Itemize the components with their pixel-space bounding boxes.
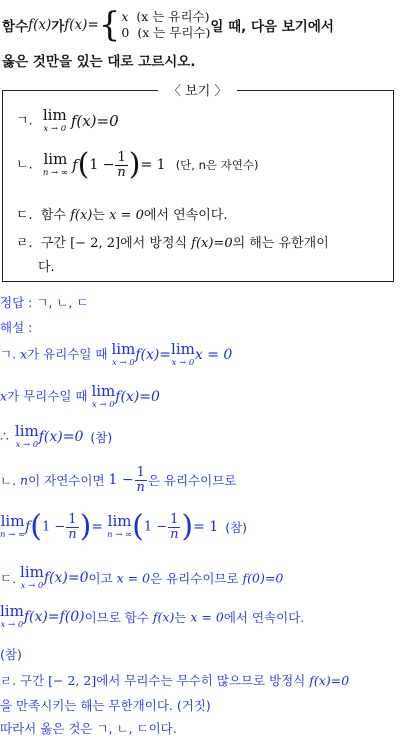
example-item-4-cont: 다. (38, 260, 55, 275)
answer-value: ㄱ, ㄴ, ㄷ (36, 295, 89, 310)
limit: lim x → 0 (0, 602, 24, 630)
example-item-2 (16, 147, 259, 182)
math-rhs: = 1 (140, 157, 166, 173)
question-text: 함수 (2, 19, 29, 35)
solution-line-3 (0, 424, 112, 450)
paren-open: ( (77, 147, 90, 182)
limit: lim x → 0 (42, 106, 67, 134)
item-text: 구간 (40, 236, 71, 251)
example-item-3 (16, 204, 227, 223)
item-text: 에서 연속이다. (143, 208, 228, 223)
item-text: 함수 (40, 208, 71, 223)
math-x: x (20, 346, 28, 362)
question-text: 일 때, 다음 보기에서 (210, 19, 334, 35)
item-mark: ㄴ. (16, 157, 33, 173)
item-mark: ㄱ. (16, 113, 33, 129)
math-one-minus: 1 − (143, 519, 168, 535)
item-text: 는 (92, 208, 110, 223)
math-fx: f(x) (152, 609, 175, 625)
math-fx-def: f(x)= (64, 17, 99, 33)
math-equation: f(x)=0 (191, 236, 233, 251)
sol-text: 이므로 함수 (84, 609, 153, 625)
math-expr: f(x)=0 (43, 569, 89, 586)
limit: lim n → ∞ (0, 512, 26, 541)
limit: lim x → 0 (171, 340, 195, 368)
math-f0: f(0)=0 (242, 570, 284, 586)
math-x0: x = 0 (116, 570, 151, 586)
example-item-4 (16, 232, 329, 251)
true-tag: (참) (90, 429, 113, 445)
limit: lim n → ∞ (42, 150, 68, 179)
solution-line-1 (0, 342, 232, 368)
solution-line-10: 을 만족시키는 해는 무한개이다. (거짓) (0, 698, 211, 713)
case2-value: 0 (121, 25, 130, 40)
math-interval: [− 2, 2] (70, 236, 121, 251)
paren-close: ) (79, 509, 92, 544)
math-one-minus: 1 − (89, 157, 115, 173)
solution-line-2 (0, 384, 160, 410)
piecewise-cases (121, 9, 210, 42)
math-fx: f(x) (28, 17, 52, 33)
sol-mark: ㄴ. (0, 473, 21, 489)
fraction: $\frac{1}{n}$ (136, 465, 145, 495)
question-line-2: 옳은 것만을 있는 대로 고르시오. (2, 54, 196, 70)
question-line-1 (2, 4, 334, 46)
item-mark: ㄷ. (16, 208, 33, 223)
solution-line-7 (0, 604, 304, 630)
true-tag: (참) (225, 520, 248, 535)
math-expr: f(x)= (135, 346, 172, 363)
answer-line (0, 293, 88, 311)
limit: lim x → 0 (20, 563, 44, 591)
math-expr: f(x)=f(0) (23, 608, 85, 625)
case1-value: x (121, 8, 129, 24)
math-expr: x = 0 (194, 346, 233, 363)
solution-line-5 (0, 509, 248, 544)
math-f: f (25, 519, 31, 535)
limit: lim x → 0 (14, 422, 39, 450)
math-expr: f(x)=0 (115, 388, 160, 405)
item-text: 에서 방정식 (120, 236, 192, 251)
math-rhs: = 1 (193, 519, 219, 535)
limit: lim n → ∞ (107, 512, 133, 541)
math-expr: f(x)=0 (70, 111, 119, 130)
sol-text: 은 유리수이므로 (147, 473, 237, 489)
sol-text: 에서 연속이다. (223, 609, 305, 625)
math-expr: f(x)=0 (38, 428, 84, 445)
sol-text: 가 유리수일 때 (27, 346, 112, 362)
case1-condition: (x 는 유리수) (136, 8, 210, 24)
paren-open: ( (132, 509, 144, 544)
math-equation: f(x)=0 (309, 673, 350, 688)
solution-line-9 (0, 671, 349, 689)
limit: lim x → 0 (91, 382, 116, 410)
paren-open: ( (30, 509, 42, 544)
math-x: x (0, 388, 8, 404)
solution-line-8: (참) (0, 647, 22, 662)
math-interval: [− 2, 2] (48, 673, 97, 688)
math-x0: x = 0 (109, 208, 144, 223)
solution-line-6 (0, 565, 283, 591)
explanation-label: 해설 : (0, 320, 33, 335)
piecewise-brace: { (98, 5, 121, 45)
sol-text: 이 자연수이면 (28, 473, 109, 489)
sol-text: 는 (174, 609, 191, 625)
sol-mark: ㄱ. (0, 346, 21, 362)
sol-text: 가 무리수일 때 (7, 388, 92, 404)
limit: lim x → 0 (111, 340, 136, 368)
sol-text: 구간 (20, 673, 49, 688)
item-text: 의 해는 유한개이 (232, 236, 329, 251)
fraction: $\frac{1}{n}$ (68, 511, 77, 542)
math-eq: = (91, 519, 104, 535)
solution-line-11: 따라서 옳은 것은 ㄱ, ㄴ, ㄷ이다. (0, 721, 177, 736)
paren-close: ) (181, 509, 194, 544)
item-note: (단, n은 자연수) (175, 158, 259, 172)
solution-line-4 (0, 466, 236, 494)
math-x0: x = 0 (190, 609, 224, 625)
math-n: n (20, 472, 29, 488)
paren-close: ) (128, 147, 141, 182)
item-mark: ㄹ. (16, 236, 33, 251)
answer-label: 정답 : (0, 295, 37, 310)
math-one-minus: 1 − (42, 519, 66, 535)
math-f: f (72, 156, 78, 174)
sol-text: 은 유리수이므로 (150, 570, 243, 586)
sol-text: 에서 무리수는 무수히 많으므로 방정식 (96, 673, 310, 688)
sol-mark: ㄷ. (0, 570, 21, 586)
case2-condition: (x 는 무리수) (137, 25, 211, 40)
example-item-1 (16, 108, 119, 134)
math-fx: f(x) (70, 208, 93, 223)
fraction: $\frac{1}{n}$ (117, 149, 126, 180)
therefore-symbol: ∴ (0, 428, 9, 445)
fraction: $\frac{1}{n}$ (170, 511, 179, 542)
math-one-minus: 1 − (108, 472, 134, 489)
sol-text: 이고 (88, 570, 117, 586)
sol-mark: ㄹ. (0, 673, 21, 688)
example-box-title: 〈 보기 〉 (158, 80, 237, 99)
question-text: 가 (51, 19, 65, 35)
